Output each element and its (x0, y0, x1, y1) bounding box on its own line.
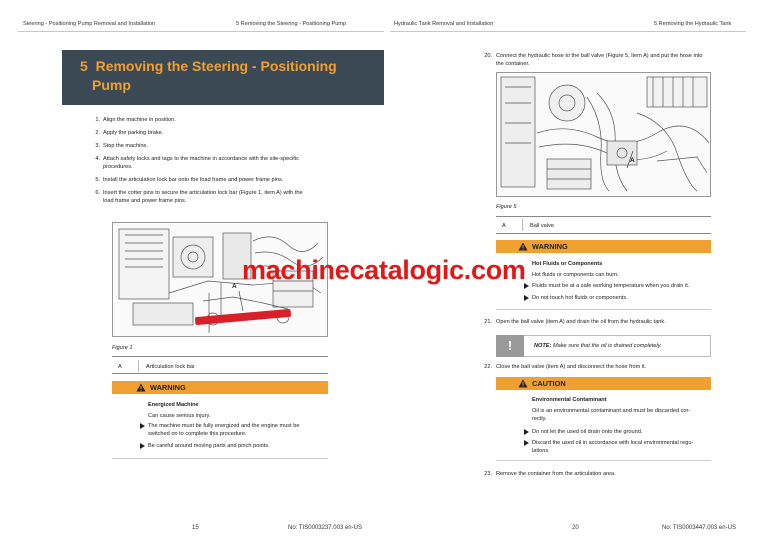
warning-bullet: Do not touch hot fluids or components. (532, 295, 628, 301)
section-title (80, 57, 380, 95)
warning-title: WARNING (532, 242, 568, 251)
legend-rule-top (496, 216, 711, 217)
running-header-right: 5 Removing the Steering - Positioning Pump (236, 21, 347, 27)
document-number: No: TIS0003237.003 en-US (288, 525, 362, 531)
figure-caption: Figure 1 (112, 345, 133, 351)
figure-5-illustration (496, 72, 711, 197)
figure-caption: Figure 5 (496, 204, 517, 210)
caution-rule-bottom (496, 460, 711, 461)
warning-header (496, 240, 711, 253)
warning-text: Hot fluids or components can burn. (532, 272, 619, 278)
warning-bullet: Fluids must be at a safe working temperature when you drain it. (532, 283, 690, 289)
legend-separator (522, 219, 523, 231)
right-page: Hydraulic Tank Removal and Installation 5 Removing the Hydraulic Tank 20. Connect the hydraulic hose to the ball valve (Figure 5, item A) and put the hose into the container. A Figure 5 A Ball valve WARNING Hot Fluids or Components Hot fluids or components can burn. Fluids must be at a safe working temperature when you drain it. Do not touch hot fluids or components. 21. Open the ball valve (item A) and drain the oil from the hydraulic tank. ! NOTE: Make sure that the oil is drained completely. 22. Close the ball valve (item A) and disconnect the hose from it. CAUTION Environmental Contaminant Oil is an environmental contaminant and must be discarded cor- rectly. Do not let the used oil drain onto the ground. Discard the used oil in accordance with local environmental regu- lations. 23. Remove the container from the articulation area. 20 No: TIS0003447.003 en-US (384, 0, 768, 543)
header-rule (390, 31, 746, 32)
document-number: No: TIS0003447.003 en-US (662, 525, 736, 531)
page-number: 20 (572, 525, 579, 531)
caution-triangle-icon (518, 379, 528, 388)
exclamation-icon: ! (496, 335, 524, 357)
running-header-right: 5 Removing the Hydraulic Tank (654, 21, 732, 27)
warning-rule-bottom (496, 309, 711, 310)
legend-rule-bottom (112, 373, 328, 374)
warning-text: Can cause serious injury. (148, 413, 211, 419)
caution-header (496, 377, 711, 390)
warning-bullet: The machine must be fully energized and the engine must be switched on to complete this procedure. (148, 423, 300, 437)
legend-rule-bottom (496, 233, 711, 234)
warning-subtitle: Hot Fluids or Components (532, 261, 603, 267)
triangle-bullet-icon (140, 423, 145, 429)
triangle-bullet-icon (524, 429, 529, 435)
legend-label: Ball valve (530, 223, 554, 229)
warning-triangle-icon (518, 242, 528, 251)
warning-subtitle: Energized Machine (148, 402, 199, 408)
hydraulic-tank-drawing (497, 73, 711, 197)
legend-key: A (502, 223, 506, 229)
warning-bullet: Be careful around moving parts and pinch points. (148, 443, 270, 449)
page-number: 15 (192, 525, 199, 531)
section-number: 5 (80, 58, 88, 74)
running-header-left: Steering - Positioning Pump Removal and Installation (23, 21, 156, 27)
legend-key: A (118, 364, 122, 370)
warning-triangle-icon (136, 383, 146, 392)
triangle-bullet-icon (140, 443, 145, 449)
note-text: NOTE: Make sure that the oil is drained completely. (534, 343, 662, 349)
caution-bullet: Do not let the used oil drain onto the ground. (532, 429, 643, 435)
triangle-bullet-icon (524, 440, 529, 446)
section-title-line2: Pump (92, 77, 131, 93)
warning-title: WARNING (150, 383, 186, 392)
caution-subtitle: Environmental Contaminant (532, 397, 607, 403)
warning-rule-bottom (112, 458, 328, 459)
legend-rule-top (112, 356, 328, 357)
watermark-text: machinecatalogic.com (242, 255, 526, 285)
caution-bullet: Discard the used oil in accordance with local environmental regu- lations. (532, 440, 694, 454)
legend-separator (138, 360, 139, 372)
caution-text: Oil is an environmental contaminant and must be discarded cor- rectly. (532, 408, 691, 422)
left-page: Steering - Positioning Pump Removal and Installation 5 Removing the Steering - Positioning Pump 5 Removing the Steering - Positioning Pump 1. Align the machine in position. 2. Apply the parking brake. 3. Stop the machine. 4. Attach safety locks and tags to the machine in accordance with the site-specific procedures. 5. Install the articulation lock bar onto the load frame and power frame pins. 6. Insert the cotter pins to secure the articulation lock bar (Figure 1, item A) with the load frame and power frame pins. A Figure 1 A Articulation lock bar WARNING Energized Machine Can cause serious injury. The machine must be fully energized and the engine must be switched on to complete this procedure. Be careful around moving parts and pinch points. 15 No: TIS0003237.003 en-US (0, 0, 384, 543)
triangle-bullet-icon (524, 295, 529, 301)
running-header-left: Hydraulic Tank Removal and Installation (394, 21, 494, 27)
legend-label: Articulation lock bar (146, 364, 195, 370)
figure-callout-a: A (630, 157, 635, 164)
caution-title: CAUTION (532, 379, 566, 388)
figure-callout-a: A (232, 283, 237, 290)
header-rule (18, 31, 384, 32)
section-title-line1: Removing the Steering - Positioning (95, 58, 337, 74)
